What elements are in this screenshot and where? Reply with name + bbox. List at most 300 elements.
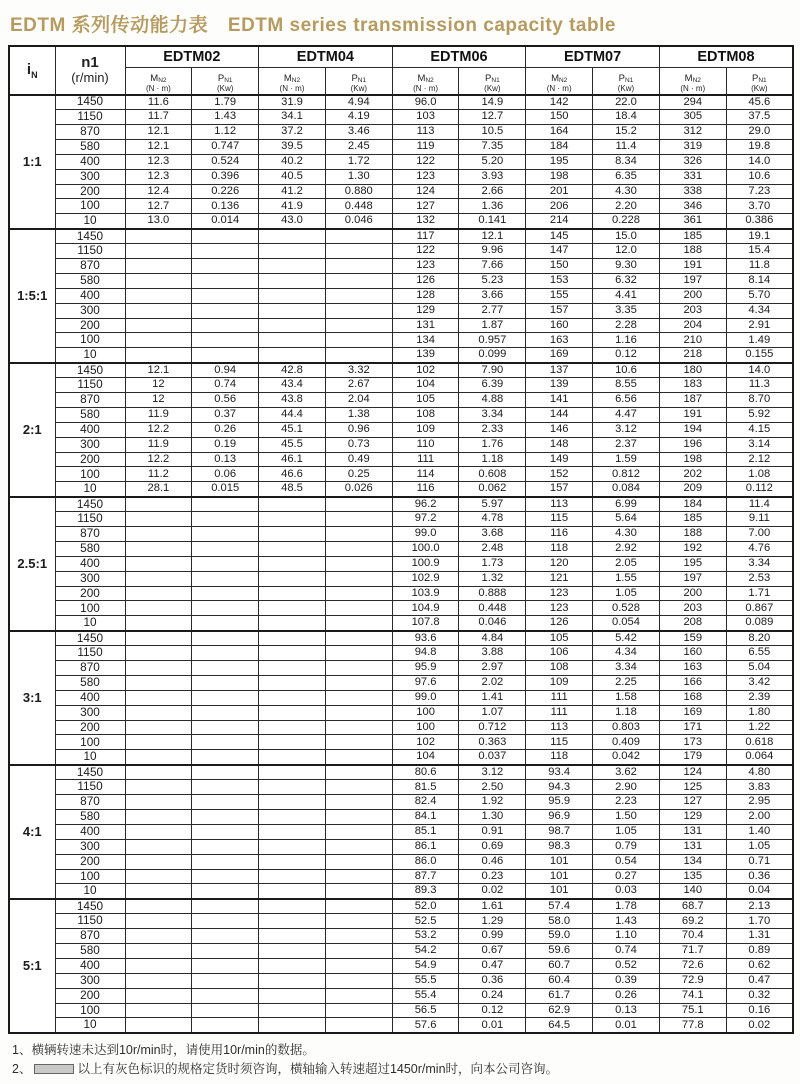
value-cell: 0.228 <box>593 214 660 229</box>
speed-cell: 400 <box>55 288 125 303</box>
value-cell: 108 <box>392 407 459 422</box>
unit-symbol: $M_{N2}$ <box>283 72 301 84</box>
value-cell <box>259 765 326 780</box>
value-cell: 117 <box>392 229 459 244</box>
value-cell: 139 <box>526 378 593 393</box>
value-cell: 131 <box>392 318 459 333</box>
value-cell: 1.05 <box>726 839 793 854</box>
model-header-edtm06: EDTM06 <box>392 46 526 67</box>
value-cell <box>259 824 326 839</box>
unit-text: (Kw) <box>216 84 234 94</box>
value-cell: 4.76 <box>726 541 793 556</box>
value-cell <box>325 288 392 303</box>
value-cell: 134 <box>659 854 726 869</box>
table-row <box>9 661 793 676</box>
value-cell: 200 <box>659 288 726 303</box>
speed-cell: 580 <box>55 541 125 556</box>
speed-cell: 10 <box>55 616 125 631</box>
unit-symbol: $P_{N1}$ <box>618 72 634 84</box>
value-cell: 0.13 <box>593 1003 660 1018</box>
value-cell <box>192 601 259 616</box>
value-cell: 42.8 <box>259 363 326 378</box>
value-cell: 0.67 <box>459 943 526 958</box>
value-cell: 150 <box>526 110 593 125</box>
value-cell: 157 <box>526 303 593 318</box>
table-row <box>9 497 793 512</box>
value-cell: 1.70 <box>726 914 793 929</box>
value-cell: 12.1 <box>125 124 192 139</box>
value-cell: 2.04 <box>325 393 392 408</box>
value-cell: 122 <box>392 154 459 169</box>
value-cell: 1.29 <box>459 914 526 929</box>
value-cell <box>259 661 326 676</box>
value-cell: 12 <box>125 393 192 408</box>
value-cell: 319 <box>659 139 726 154</box>
speed-cell: 1150 <box>55 780 125 795</box>
value-cell: 116 <box>392 482 459 497</box>
value-cell: 0.03 <box>593 884 660 899</box>
table-row <box>9 675 793 690</box>
value-cell: 0.74 <box>593 943 660 958</box>
speed-cell: 10 <box>55 1018 125 1033</box>
value-cell: 1.36 <box>459 199 526 214</box>
unit-symbol: $P_{N1}$ <box>351 72 367 84</box>
value-cell: 1.07 <box>459 705 526 720</box>
value-cell: 58.0 <box>526 914 593 929</box>
value-cell: 0.136 <box>192 199 259 214</box>
table-row <box>9 795 793 810</box>
table-row <box>9 839 793 854</box>
value-cell: 12.1 <box>125 363 192 378</box>
value-cell: 37.2 <box>259 124 326 139</box>
value-cell: 2.37 <box>593 437 660 452</box>
speed-cell: 870 <box>55 795 125 810</box>
value-cell: 0.062 <box>459 482 526 497</box>
value-cell: 171 <box>659 720 726 735</box>
value-cell: 0.62 <box>726 958 793 973</box>
speed-cell: 870 <box>55 661 125 676</box>
value-cell: 125 <box>659 780 726 795</box>
value-cell: 150 <box>526 258 593 273</box>
value-cell: 173 <box>659 735 726 750</box>
value-cell: 195 <box>526 154 593 169</box>
value-cell <box>259 601 326 616</box>
value-cell <box>192 512 259 527</box>
value-cell: 0.712 <box>459 720 526 735</box>
value-cell: 14.9 <box>459 95 526 110</box>
value-cell <box>325 229 392 244</box>
value-cell <box>125 1003 192 1018</box>
table-row <box>9 139 793 154</box>
unit-header-edtm06-power <box>459 67 526 95</box>
value-cell: 101 <box>526 884 593 899</box>
table-row <box>9 631 793 646</box>
value-cell: 11.7 <box>125 110 192 125</box>
value-cell: 8.14 <box>726 273 793 288</box>
value-cell: 81.5 <box>392 780 459 795</box>
value-cell: 61.7 <box>526 988 593 1003</box>
value-cell: 39.5 <box>259 139 326 154</box>
value-cell <box>125 884 192 899</box>
table-row <box>9 869 793 884</box>
value-cell: 0.16 <box>726 1003 793 1018</box>
value-cell: 4.94 <box>325 95 392 110</box>
value-cell: 9.96 <box>459 244 526 259</box>
value-cell: 0.054 <box>593 616 660 631</box>
value-cell: 100.9 <box>392 556 459 571</box>
table-row <box>9 348 793 363</box>
table-row <box>9 973 793 988</box>
value-cell: 0.363 <box>459 735 526 750</box>
value-cell: 160 <box>659 646 726 661</box>
speed-cell: 1150 <box>55 110 125 125</box>
table-row <box>9 646 793 661</box>
value-cell: 0.54 <box>593 854 660 869</box>
value-cell: 102 <box>392 735 459 750</box>
value-cell <box>259 929 326 944</box>
value-cell: 294 <box>659 95 726 110</box>
value-cell: 29.0 <box>726 124 793 139</box>
value-cell: 40.5 <box>259 169 326 184</box>
value-cell: 6.32 <box>593 273 660 288</box>
value-cell: 0.96 <box>325 422 392 437</box>
value-cell <box>192 824 259 839</box>
value-cell: 142 <box>526 95 593 110</box>
value-cell: 46.1 <box>259 452 326 467</box>
speed-cell: 400 <box>55 556 125 571</box>
unit-symbol: $P_{N1}$ <box>751 72 767 84</box>
value-cell: 34.1 <box>259 110 326 125</box>
value-cell: 0.12 <box>593 348 660 363</box>
value-cell: 128 <box>392 288 459 303</box>
value-cell: 101 <box>526 854 593 869</box>
unit-header-edtm08-power <box>726 67 793 95</box>
value-cell: 0.02 <box>459 884 526 899</box>
unit-text: (N · m) <box>279 84 305 94</box>
table-row <box>9 571 793 586</box>
value-cell: 2.28 <box>593 318 660 333</box>
table-row <box>9 482 793 497</box>
value-cell: 123 <box>526 586 593 601</box>
value-cell: 116 <box>526 527 593 542</box>
speed-cell: 300 <box>55 705 125 720</box>
value-cell: 55.4 <box>392 988 459 1003</box>
value-cell <box>125 1018 192 1033</box>
value-cell <box>259 571 326 586</box>
value-cell: 198 <box>526 169 593 184</box>
value-cell: 98.3 <box>526 839 593 854</box>
value-cell: 0.56 <box>192 393 259 408</box>
value-cell <box>192 348 259 363</box>
table-row <box>9 750 793 765</box>
value-cell: 169 <box>659 705 726 720</box>
value-cell: 169 <box>526 348 593 363</box>
value-cell <box>325 258 392 273</box>
speed-cell: 100 <box>55 601 125 616</box>
table-row <box>9 184 793 199</box>
value-cell: 0.71 <box>726 854 793 869</box>
value-cell: 7.00 <box>726 527 793 542</box>
value-cell: 0.06 <box>192 467 259 482</box>
ratio-label: 4:1 <box>9 765 55 899</box>
table-row <box>9 527 793 542</box>
speed-cell: 100 <box>55 735 125 750</box>
value-cell: 0.099 <box>459 348 526 363</box>
table-row <box>9 899 793 914</box>
value-cell <box>125 541 192 556</box>
value-cell: 12.1 <box>125 139 192 154</box>
value-cell: 59.0 <box>526 929 593 944</box>
value-cell <box>325 512 392 527</box>
value-cell: 0.064 <box>726 750 793 765</box>
value-cell: 2.48 <box>459 541 526 556</box>
value-cell <box>325 303 392 318</box>
value-cell: 0.74 <box>192 378 259 393</box>
speed-cell: 300 <box>55 303 125 318</box>
value-cell: 0.73 <box>325 437 392 452</box>
value-cell <box>192 943 259 958</box>
value-cell <box>192 690 259 705</box>
value-cell: 2.13 <box>726 899 793 914</box>
speed-cell: 870 <box>55 929 125 944</box>
table-row <box>9 229 793 244</box>
value-cell: 12.3 <box>125 169 192 184</box>
value-cell: 7.66 <box>459 258 526 273</box>
value-cell: 346 <box>659 199 726 214</box>
value-cell: 0.04 <box>726 884 793 899</box>
value-cell: 109 <box>392 422 459 437</box>
value-cell <box>125 348 192 363</box>
value-cell: 326 <box>659 154 726 169</box>
table-row <box>9 199 793 214</box>
value-cell: 86.1 <box>392 839 459 854</box>
value-cell <box>259 244 326 259</box>
value-cell: 43.8 <box>259 393 326 408</box>
value-cell: 194 <box>659 422 726 437</box>
value-cell: 0.13 <box>192 452 259 467</box>
value-cell <box>192 318 259 333</box>
value-cell: 206 <box>526 199 593 214</box>
value-cell: 123 <box>392 258 459 273</box>
value-cell: 105 <box>526 631 593 646</box>
value-cell <box>125 929 192 944</box>
value-cell <box>192 586 259 601</box>
speed-cell: 10 <box>55 482 125 497</box>
speed-cell: 870 <box>55 258 125 273</box>
header-row-models <box>9 46 793 67</box>
value-cell: 163 <box>526 333 593 348</box>
value-cell <box>325 839 392 854</box>
value-cell: 0.608 <box>459 467 526 482</box>
value-cell: 3.32 <box>325 363 392 378</box>
value-cell: 0.99 <box>459 929 526 944</box>
value-cell <box>259 869 326 884</box>
value-cell <box>192 527 259 542</box>
value-cell <box>259 705 326 720</box>
speed-cell: 1150 <box>55 378 125 393</box>
speed-cell: 1450 <box>55 229 125 244</box>
value-cell: 77.8 <box>659 1018 726 1033</box>
value-cell: 338 <box>659 184 726 199</box>
value-cell: 3.70 <box>726 199 793 214</box>
value-cell: 159 <box>659 631 726 646</box>
value-cell: 12.0 <box>593 244 660 259</box>
value-cell <box>325 1003 392 1018</box>
value-cell: 137 <box>526 363 593 378</box>
value-cell: 100.0 <box>392 541 459 556</box>
value-cell: 155 <box>526 288 593 303</box>
value-cell <box>259 795 326 810</box>
value-cell <box>325 869 392 884</box>
value-cell: 10.6 <box>593 363 660 378</box>
value-cell: 0.528 <box>593 601 660 616</box>
value-cell: 183 <box>659 378 726 393</box>
value-cell: 2.00 <box>726 809 793 824</box>
value-cell: 1.30 <box>325 169 392 184</box>
value-cell: 1.22 <box>726 720 793 735</box>
value-cell <box>325 899 392 914</box>
value-cell <box>125 839 192 854</box>
value-cell: 197 <box>659 273 726 288</box>
value-cell: 0.12 <box>459 1003 526 1018</box>
speed-cell: 400 <box>55 958 125 973</box>
table-row <box>9 393 793 408</box>
speed-cell: 100 <box>55 199 125 214</box>
value-cell: 97.6 <box>392 675 459 690</box>
value-cell: 3.93 <box>459 169 526 184</box>
value-cell: 11.2 <box>125 467 192 482</box>
speed-column-header <box>55 46 125 95</box>
speed-cell: 580 <box>55 809 125 824</box>
value-cell: 4.78 <box>459 512 526 527</box>
value-cell: 6.99 <box>593 497 660 512</box>
value-cell: 118 <box>526 541 593 556</box>
value-cell: 140 <box>659 884 726 899</box>
value-cell <box>325 601 392 616</box>
value-cell: 2.53 <box>726 571 793 586</box>
value-cell: 10.6 <box>726 169 793 184</box>
value-cell <box>325 824 392 839</box>
table-row <box>9 95 793 110</box>
value-cell: 0.52 <box>593 958 660 973</box>
value-cell: 0.880 <box>325 184 392 199</box>
value-cell <box>192 1003 259 1018</box>
value-cell: 98.7 <box>526 824 593 839</box>
value-cell: 103.9 <box>392 586 459 601</box>
value-cell <box>259 809 326 824</box>
value-cell: 5.20 <box>459 154 526 169</box>
value-cell: 0.089 <box>726 616 793 631</box>
table-row <box>9 467 793 482</box>
value-cell: 0.084 <box>593 482 660 497</box>
table-row <box>9 541 793 556</box>
value-cell: 0.409 <box>593 735 660 750</box>
speed-cell: 1450 <box>55 631 125 646</box>
unit-symbol: $P_{N1}$ <box>485 72 500 84</box>
ratio-column-header <box>9 46 55 95</box>
table-row <box>9 601 793 616</box>
value-cell: 84.1 <box>392 809 459 824</box>
value-cell <box>325 705 392 720</box>
value-cell: 4.30 <box>593 527 660 542</box>
speed-cell: 1150 <box>55 244 125 259</box>
value-cell: 208 <box>659 616 726 631</box>
value-cell <box>259 780 326 795</box>
value-cell <box>125 601 192 616</box>
value-cell: 12.2 <box>125 422 192 437</box>
value-cell <box>192 661 259 676</box>
ratio-label: 2.5:1 <box>9 497 55 631</box>
value-cell <box>259 258 326 273</box>
value-cell: 44.4 <box>259 407 326 422</box>
value-cell <box>125 303 192 318</box>
value-cell <box>259 288 326 303</box>
value-cell: 3.46 <box>325 124 392 139</box>
value-cell <box>259 541 326 556</box>
value-cell: 132 <box>392 214 459 229</box>
unit-header-edtm04-power <box>325 67 392 95</box>
table-row <box>9 958 793 973</box>
value-cell: 2.95 <box>726 795 793 810</box>
table-row <box>9 437 793 452</box>
value-cell: 185 <box>659 229 726 244</box>
value-cell <box>192 884 259 899</box>
speed-cell: 300 <box>55 839 125 854</box>
value-cell <box>325 988 392 1003</box>
value-cell: 104 <box>392 750 459 765</box>
value-cell: 3.88 <box>459 646 526 661</box>
value-cell <box>125 973 192 988</box>
value-cell: 99.0 <box>392 527 459 542</box>
speed-cell: 300 <box>55 973 125 988</box>
value-cell <box>259 512 326 527</box>
value-cell <box>125 244 192 259</box>
value-cell <box>125 869 192 884</box>
value-cell: 126 <box>392 273 459 288</box>
value-cell: 0.01 <box>593 1018 660 1033</box>
value-cell: 196 <box>659 437 726 452</box>
value-cell: 5.92 <box>726 407 793 422</box>
value-cell <box>325 973 392 988</box>
value-cell <box>259 839 326 854</box>
value-cell: 147 <box>526 244 593 259</box>
table-row <box>9 943 793 958</box>
value-cell: 4.30 <box>593 184 660 199</box>
value-cell: 1.80 <box>726 705 793 720</box>
table-row <box>9 154 793 169</box>
value-cell <box>125 288 192 303</box>
ratio-symbol: i <box>26 60 32 78</box>
speed-cell: 200 <box>55 988 125 1003</box>
value-cell <box>325 780 392 795</box>
value-cell: 19.8 <box>726 139 793 154</box>
value-cell: 1.40 <box>726 824 793 839</box>
value-cell: 2.05 <box>593 556 660 571</box>
speed-cell: 580 <box>55 943 125 958</box>
ratio-label: 3:1 <box>9 631 55 765</box>
value-cell: 118 <box>526 750 593 765</box>
footnote-2 <box>12 1060 792 1079</box>
value-cell: 1.72 <box>325 154 392 169</box>
value-cell: 4.19 <box>325 110 392 125</box>
value-cell: 331 <box>659 169 726 184</box>
value-cell <box>325 571 392 586</box>
value-cell <box>259 735 326 750</box>
value-cell: 96.0 <box>392 95 459 110</box>
table-row <box>9 303 793 318</box>
table-row <box>9 318 793 333</box>
value-cell: 198 <box>659 452 726 467</box>
